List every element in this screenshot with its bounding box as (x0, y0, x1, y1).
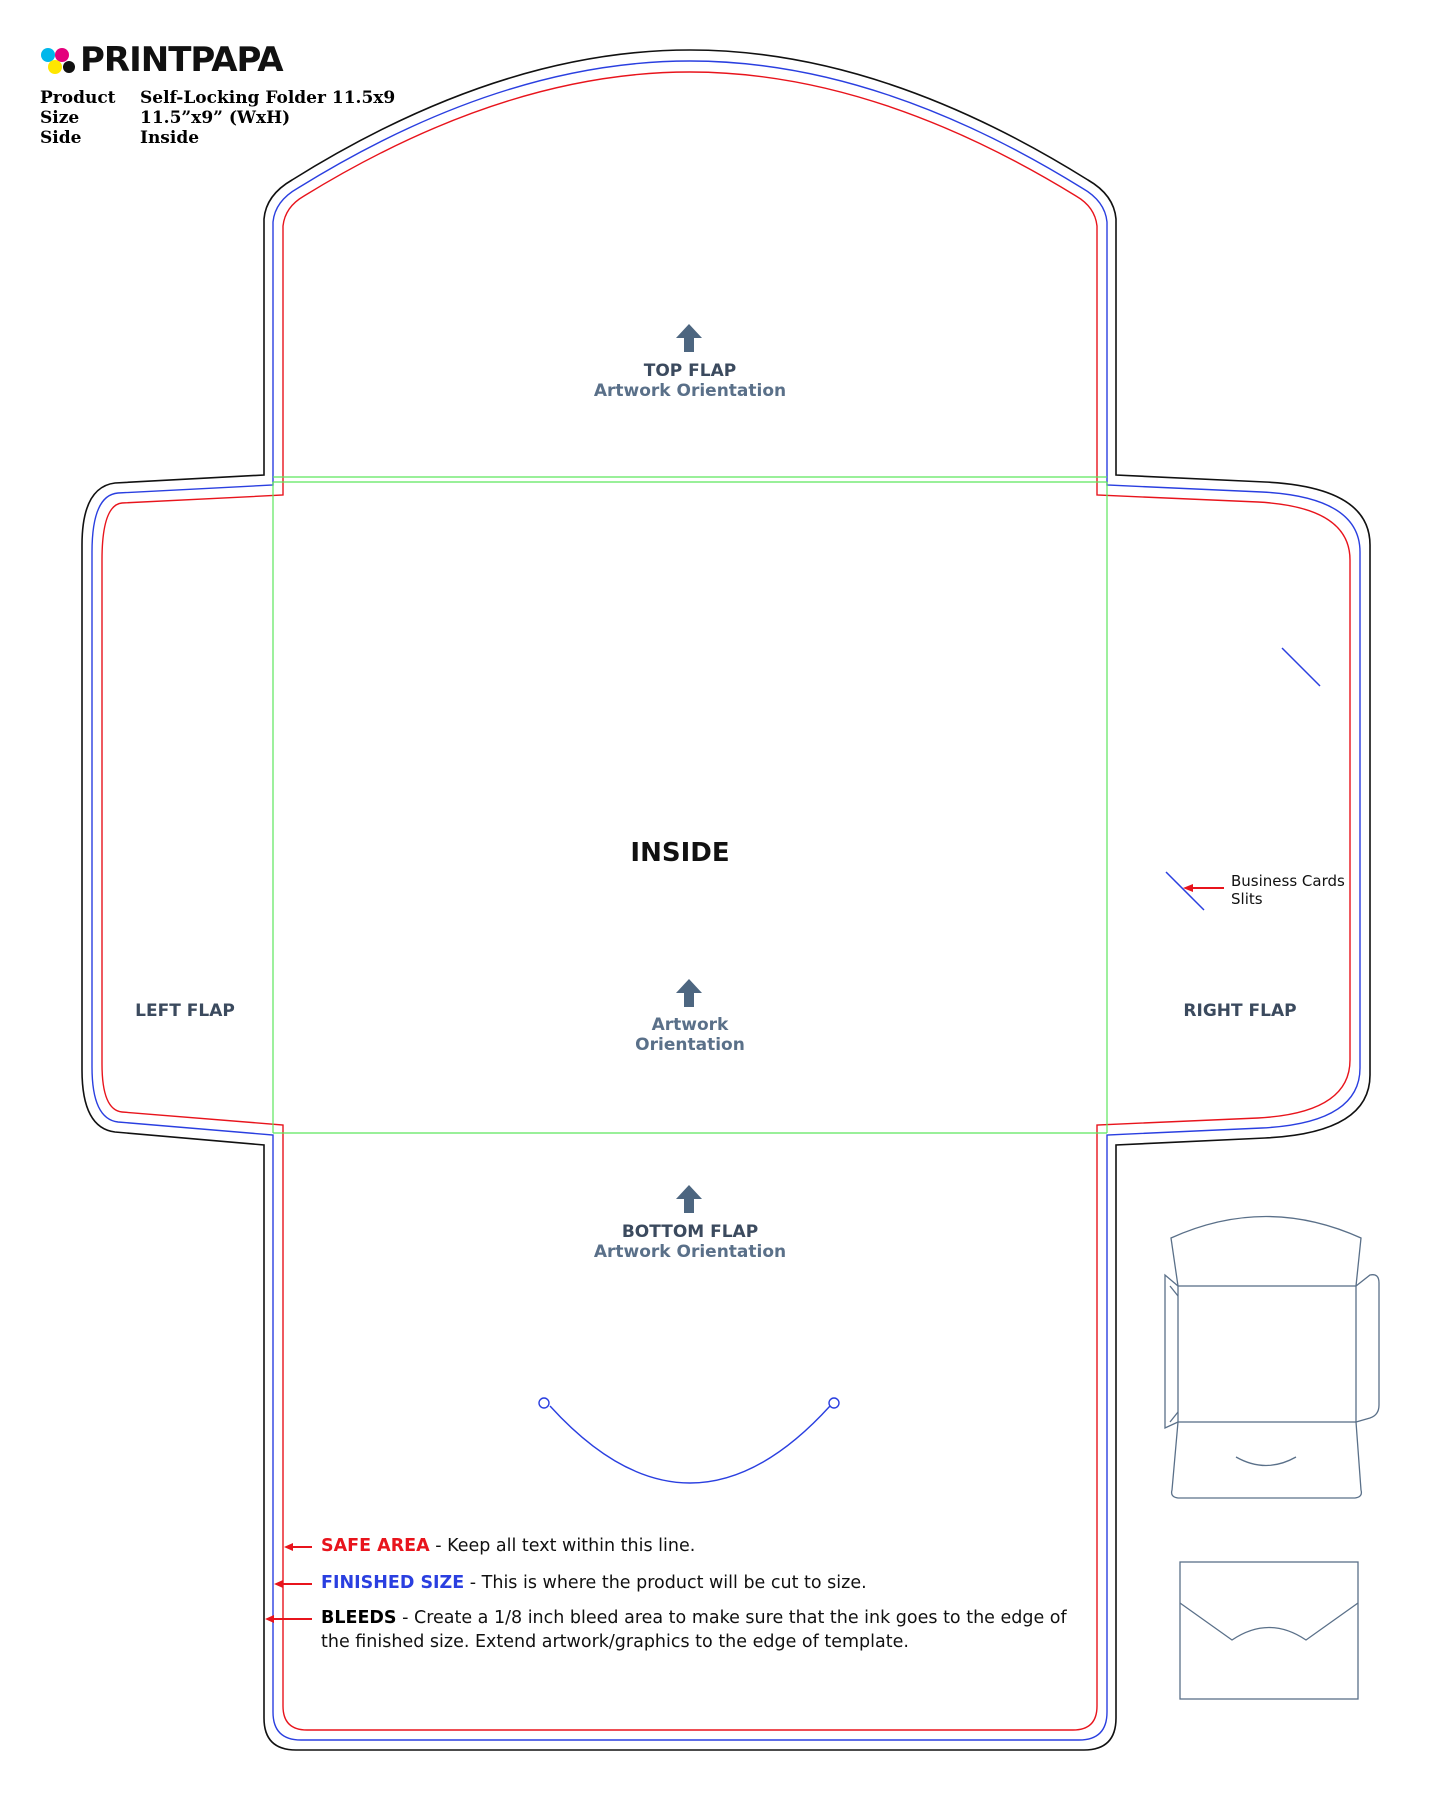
slit-label-line1: Business Cards (1231, 872, 1345, 890)
legend-arrow-finished (274, 1580, 312, 1588)
business-card-slit-lower (1166, 872, 1204, 910)
info-value: Self-Locking Folder 11.5x9 (140, 88, 396, 108)
legend-term: FINISHED SIZE (321, 1573, 465, 1593)
logo-text: PRINTPAPA (80, 40, 283, 80)
inside-orientation-line2: Orientation (635, 1035, 745, 1055)
bottom-flap-subtitle: Artwork Orientation (593, 1242, 787, 1262)
bottom-flap-title: BOTTOM FLAP (621, 1222, 759, 1242)
slit-annotation-arrow (1183, 884, 1224, 892)
product-info (40, 88, 395, 148)
legend-desc: - Create a 1/8 inch bleed area to make sure that the ink goes to the edge of the finished size. Extend artwork/graphics to the edge of template. (321, 1608, 1067, 1652)
bleed-line (82, 50, 1370, 1750)
info-row-product (40, 88, 395, 108)
folder-open-illustration (1165, 1217, 1379, 1499)
info-key: Size (40, 108, 80, 128)
safe-area-line (102, 72, 1350, 1730)
legend-desc: - Keep all text within this line. (429, 1536, 696, 1556)
top-flap-subtitle: Artwork Orientation (593, 381, 787, 401)
info-value: Inside (140, 128, 200, 148)
legend-bleeds (321, 1606, 1091, 1654)
arrow-up-icon (676, 324, 702, 352)
logo-dots-icon (38, 45, 76, 75)
arrow-up-icon (676, 979, 702, 1007)
legend-desc: - This is where the product will be cut to size. (464, 1573, 867, 1593)
info-row-size (40, 108, 395, 128)
printpapa-logo (38, 40, 283, 80)
folder-closed-illustration (1180, 1562, 1358, 1699)
info-key: Side (40, 128, 82, 148)
business-cards-slits-label (1231, 872, 1345, 908)
legend-safe-area (321, 1534, 695, 1558)
finished-size-line (92, 61, 1360, 1740)
legend-term: BLEEDS (321, 1608, 397, 1628)
legend-arrow-bleeds (265, 1615, 312, 1623)
top-flap-title: TOP FLAP (643, 361, 737, 381)
left-flap-title: LEFT FLAP (135, 1001, 235, 1021)
business-card-slit-upper (1282, 648, 1320, 686)
info-key: Product (40, 88, 116, 108)
legend-term: SAFE AREA (321, 1536, 430, 1556)
info-row-side (40, 128, 395, 148)
right-flap-title: RIGHT FLAP (1183, 1001, 1297, 1021)
arrow-up-icon (676, 1185, 702, 1213)
inside-title: INSIDE (630, 838, 730, 868)
inside-orientation-line1: Artwork (651, 1015, 729, 1035)
lock-slot (539, 1398, 839, 1483)
legend-finished-size (321, 1571, 867, 1595)
legend-arrow-safe (284, 1543, 312, 1551)
slit-label-line2: Slits (1231, 890, 1263, 908)
info-value: 11.5”x9” (WxH) (140, 108, 291, 128)
